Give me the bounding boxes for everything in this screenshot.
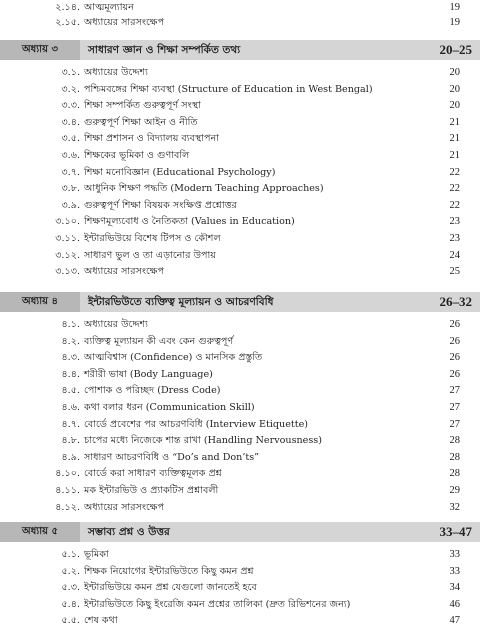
entry-title: শিক্ষণমূল্যবোধ ও নৈতিকতা (Values in Education) xyxy=(84,216,295,228)
entry-number: ৪.৭. xyxy=(61,418,80,430)
entry-page: 28 xyxy=(449,468,460,480)
entry-number: ৪.৪. xyxy=(61,368,80,380)
entry-page: 21 xyxy=(449,150,460,161)
entry-number: ৪.২. xyxy=(61,335,80,347)
entry-number: ৩.৩. xyxy=(61,100,80,112)
entry-page: 19 xyxy=(449,17,460,28)
chapter-header xyxy=(0,292,480,312)
toc-entry xyxy=(48,368,460,382)
entry-page: 20 xyxy=(449,67,460,78)
entry-number: ৫.৪. xyxy=(61,598,80,610)
toc-entry xyxy=(48,116,460,130)
entry-title: অধ্যায়ের সারসংক্ষেপ xyxy=(84,266,165,278)
entry-number: ৩.৪. xyxy=(61,116,80,128)
entry-number: ৫.১. xyxy=(61,549,80,560)
entry-number: ২.১৫. xyxy=(55,17,80,28)
entry-number: ৪.১১. xyxy=(55,485,80,496)
toc-entry xyxy=(48,16,460,30)
chapter-header xyxy=(0,40,480,60)
entry-number: ৫.৩. xyxy=(61,582,80,594)
entry-page: 20 xyxy=(449,100,460,112)
entry-page: 24 xyxy=(449,249,460,261)
entry-title: কথা বলার ধরন (Communication Skill) xyxy=(84,402,255,413)
entry-title: গুরুত্বপূর্ণ শিক্ষা আইন ও নীতি xyxy=(84,116,198,128)
entry-number: ৪.১. xyxy=(61,319,80,330)
toc-entry xyxy=(48,215,460,229)
toc-entry xyxy=(48,99,460,113)
entry-page: 32 xyxy=(449,501,460,513)
toc-entry xyxy=(48,182,460,196)
toc-entry xyxy=(48,501,460,515)
entry-page: 27 xyxy=(449,385,460,397)
entry-page: 21 xyxy=(449,133,460,145)
entry-page: 26 xyxy=(449,335,460,347)
chapter-label: অধ্যায় ৫ xyxy=(0,522,80,542)
toc-entry xyxy=(48,401,460,415)
toc-entry xyxy=(48,614,460,628)
entry-page: 22 xyxy=(449,183,460,195)
entry-page: 23 xyxy=(449,216,460,228)
entry-title: বোর্ডে করা সাধারণ ব্যক্তিত্বমূলক প্রশ্ন xyxy=(84,468,222,480)
chapter-page-range: 33–47 xyxy=(439,524,472,539)
entry-number: ৪.১০. xyxy=(55,468,80,480)
entry-title: ইন্টারভিউতে কিছু ইংরেজি কমন প্রশ্নের তালিকা (দ্রুত রিভিশনের জন্য) xyxy=(84,598,351,610)
entry-title: অধ্যায়ের উদ্দেশ্য xyxy=(84,67,148,78)
toc-entry xyxy=(48,335,460,349)
toc-entry xyxy=(48,66,460,80)
entry-number: ৩.১২. xyxy=(55,249,80,261)
entry-number: ৪.৬. xyxy=(61,402,80,413)
chapter-title: সম্ভাব্য প্রশ্ন ও উত্তর xyxy=(88,526,170,538)
entry-title: শিক্ষকের ভূমিকা ও গুণাবলি xyxy=(84,150,190,161)
entry-page: 27 xyxy=(449,418,460,430)
toc-entry xyxy=(48,565,460,579)
entry-number: ৫.৫. xyxy=(61,615,80,627)
entry-title: সাধারণ আচরণবিধি ও “Do’s and Don’ts” xyxy=(84,451,260,463)
entry-number: ৪.৫. xyxy=(61,385,80,397)
entry-page: 20 xyxy=(449,83,460,95)
entry-title: ব্যক্তিত্ব মূল্যায়ন কী এবং কেন গুরুত্বপূর্ণ xyxy=(84,335,234,347)
entry-number: ৩.১৩. xyxy=(55,266,80,278)
entry-title: বোর্ডে প্রবেশের পর আচরণবিধি (Interview Etiquette) xyxy=(84,418,309,430)
toc-entry xyxy=(48,166,460,180)
entry-number: ৩.১০. xyxy=(55,216,80,228)
chapter-header xyxy=(0,522,480,542)
toc-entry xyxy=(48,265,460,279)
chapter-label: অধ্যায় ৪ xyxy=(0,292,80,312)
entry-title: শিক্ষা মনোবিজ্ঞান (Educational Psychology) xyxy=(84,166,276,178)
toc-entry xyxy=(48,384,460,398)
entry-page: 33 xyxy=(449,549,460,560)
toc-entry xyxy=(48,434,460,448)
entry-page: 47 xyxy=(449,615,460,627)
entry-page: 21 xyxy=(449,116,460,128)
entry-page: 26 xyxy=(449,352,460,364)
entry-page: 34 xyxy=(449,582,460,594)
entry-page: 23 xyxy=(449,233,460,244)
entry-title: সাধারণ ভুল ও তা এড়ানোর উপায় xyxy=(84,249,216,261)
toc-entry xyxy=(48,418,460,432)
entry-title: ইন্টারভিউয়ে বিশেষ টিপস ও কৌশল xyxy=(84,233,221,244)
entry-title: অধ্যায়ের উদ্দেশ্য xyxy=(84,319,148,330)
entry-number: ৩.৭. xyxy=(61,166,80,178)
toc-entry xyxy=(48,249,460,263)
entry-number: ৩.৫. xyxy=(61,133,80,145)
entry-number: ৪.৯. xyxy=(61,451,80,463)
entry-title: শিক্ষক নিয়োগের ইন্টারভিউতে কিছু কমন প্রশ্ন xyxy=(84,565,254,577)
entry-title: অধ্যায়ের সারসংক্ষেপ xyxy=(84,17,165,28)
entry-page: 29 xyxy=(449,485,460,496)
entry-page: 22 xyxy=(449,166,460,178)
entry-page: 22 xyxy=(449,199,460,211)
entry-page: 27 xyxy=(449,402,460,413)
entry-page: 28 xyxy=(449,451,460,463)
entry-number: ৩.৯. xyxy=(61,199,80,211)
toc-entry xyxy=(48,598,460,612)
toc-entry xyxy=(48,199,460,213)
entry-page: 25 xyxy=(449,266,460,278)
chapter-title: সাধারণ জ্ঞান ও শিক্ষা সম্পর্কিত তথ্য xyxy=(88,44,241,56)
entry-title: আধুনিক শিক্ষণ পদ্ধতি (Modern Teaching Approaches) xyxy=(84,183,324,195)
entry-title: শরীরী ভাষা (Body Language) xyxy=(84,368,213,380)
entry-title: ইন্টারভিউয়ে কমন প্রশ্ন যেগুলো জানতেই হবে xyxy=(84,582,257,594)
entry-title: শেষ কথা xyxy=(84,615,118,627)
entry-number: ৪.৩. xyxy=(61,352,80,364)
entry-title: মক ইন্টারভিউ ও প্র্যাকটিস প্রশ্নাবলী xyxy=(84,485,219,496)
entry-number: ২.১৪. xyxy=(55,2,80,13)
entry-page: 28 xyxy=(449,435,460,447)
chapter-label: অধ্যায় ৩ xyxy=(0,40,80,60)
entry-title: ভূমিকা xyxy=(84,549,109,560)
entry-number: ৪.৮. xyxy=(61,435,80,447)
chapter-page-range: 20–25 xyxy=(439,42,472,57)
chapter-page-range: 26–32 xyxy=(439,294,472,309)
entry-page: 26 xyxy=(449,368,460,380)
toc-entry xyxy=(48,83,460,97)
chapter-title: ইন্টারভিউতে ব্যক্তিত্ব মূল্যায়ন ও আচরণবিধি xyxy=(88,296,274,308)
entry-title: অধ্যায়ের সারসংক্ষেপ xyxy=(84,501,165,513)
toc-entry xyxy=(48,581,460,595)
entry-number: ৩.২. xyxy=(61,83,80,95)
toc-entry xyxy=(48,232,460,246)
entry-page: 46 xyxy=(449,598,460,610)
toc-entry xyxy=(48,451,460,465)
entry-title: আত্মমূল্যায়ন xyxy=(84,2,134,13)
toc-entry xyxy=(48,149,460,163)
toc-entry xyxy=(48,548,460,562)
entry-number: ৩.৬. xyxy=(61,150,80,161)
entry-title: আত্মবিশ্বাস (Confidence) ও মানসিক প্রস্তুতি xyxy=(84,352,263,364)
entry-page: 33 xyxy=(449,565,460,577)
toc-entry xyxy=(48,484,460,498)
entry-title: গুরুত্বপূর্ণ শিক্ষা বিষয়ক সংক্ষিপ্ত প্রশ্নোত্তর xyxy=(84,199,237,211)
entry-number: ৪.১২. xyxy=(55,501,80,513)
entry-title: শিক্ষা প্রশাসন ও বিদ্যালয় ব্যবস্থাপনা xyxy=(84,133,220,145)
entry-title: চাপের মধ্যে নিজেকে শান্ত রাখা (Handling Nervousness) xyxy=(84,435,322,447)
entry-number: ৩.১১. xyxy=(55,233,80,244)
toc-entry xyxy=(48,467,460,481)
entry-number: ৫.২. xyxy=(61,565,80,577)
toc-entry xyxy=(48,132,460,146)
entry-number: ৩.৮. xyxy=(61,183,80,195)
toc-entry xyxy=(48,351,460,365)
entry-number: ৩.১. xyxy=(61,67,80,78)
entry-title: শিক্ষা সম্পর্কিত গুরুত্বপূর্ণ সংস্থা xyxy=(84,100,201,112)
toc-entry xyxy=(48,1,460,15)
toc-entry xyxy=(48,318,460,332)
entry-title: পোশাক ও পরিচ্ছদ (Dress Code) xyxy=(84,385,221,397)
entry-page: 26 xyxy=(449,319,460,330)
entry-page: 19 xyxy=(449,2,460,13)
entry-title: পশ্চিমবঙ্গের শিক্ষা ব্যবস্থা (Structure of Education in West Bengal) xyxy=(84,83,373,95)
